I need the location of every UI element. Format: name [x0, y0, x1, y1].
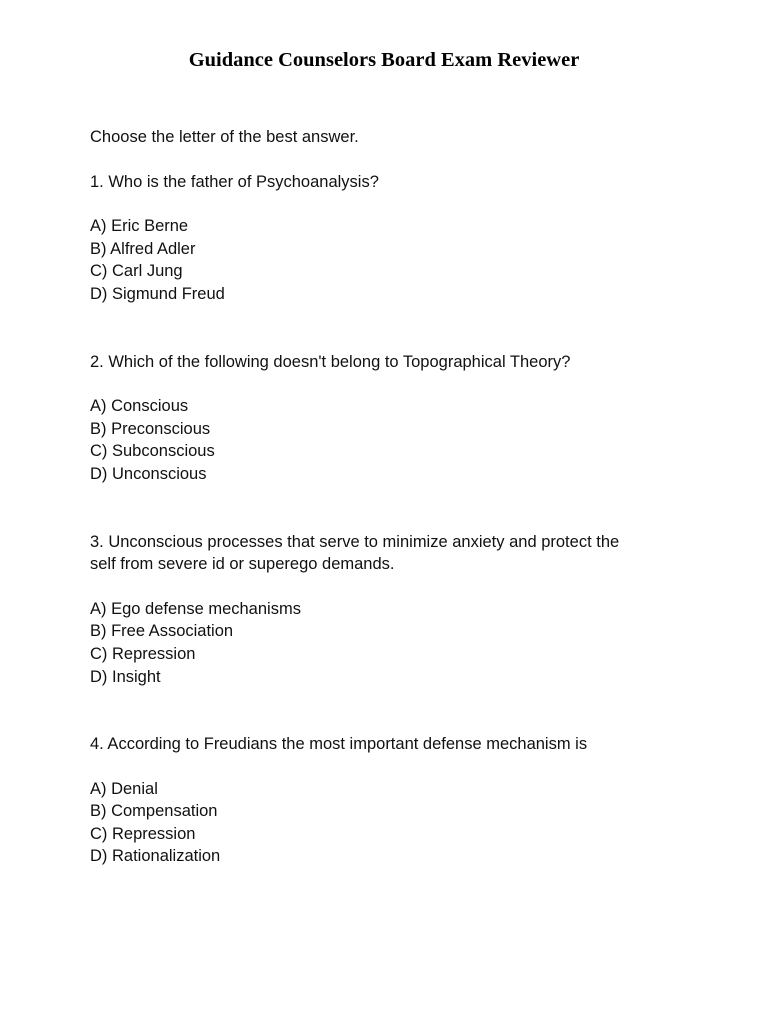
- question-4-option-b: B) Compensation: [90, 802, 218, 821]
- question-1-option-a: A) Eric Berne: [90, 217, 189, 236]
- document-body: [90, 126, 710, 913]
- question-2-option-a: A) Conscious: [90, 397, 189, 416]
- question-4-options: [90, 778, 710, 868]
- question-4-text: 4. According to Freudians the most important defense mechanism is: [90, 735, 588, 754]
- question-3: [90, 531, 710, 689]
- question-4-option-c: C) Repression: [90, 824, 196, 843]
- question-3-option-c: C) Repression: [90, 644, 196, 663]
- question-3-text-line-2: self from severe id or superego demands.: [90, 555, 395, 574]
- question-1-options: [90, 215, 710, 305]
- question-1-text: 1. Who is the father of Psychoanalysis?: [90, 172, 379, 191]
- question-1-option-c: C) Carl Jung: [90, 262, 183, 281]
- question-2: [90, 351, 710, 486]
- question-4: [90, 733, 710, 868]
- question-1-option-b: B) Alfred Adler: [90, 239, 196, 258]
- question-3-text-line-1: 3. Unconscious processes that serve to minimize anxiety and protect the: [90, 532, 620, 551]
- question-2-options: [90, 395, 710, 485]
- question-4-option-d: D) Rationalization: [90, 847, 221, 866]
- question-3-option-d: D) Insight: [90, 667, 161, 686]
- question-3-options: [90, 598, 710, 688]
- question-1-option-d: D) Sigmund Freud: [90, 284, 225, 303]
- question-3-option-a: A) Ego defense mechanisms: [90, 599, 301, 618]
- question-2-option-d: D) Unconscious: [90, 464, 207, 483]
- question-1: [90, 171, 710, 306]
- question-3-text: [90, 531, 710, 576]
- document-title: Guidance Counselors Board Exam Reviewer: [188, 49, 580, 71]
- question-4-option-a: A) Denial: [90, 779, 158, 798]
- question-3-option-b: B) Free Association: [90, 622, 234, 641]
- instruction-text: Choose the letter of the best answer.: [90, 128, 359, 146]
- question-2-text: 2. Which of the following doesn't belong to Topographical Theory?: [90, 352, 571, 371]
- question-2-option-b: B) Preconscious: [90, 419, 211, 438]
- question-2-option-c: C) Subconscious: [90, 442, 215, 461]
